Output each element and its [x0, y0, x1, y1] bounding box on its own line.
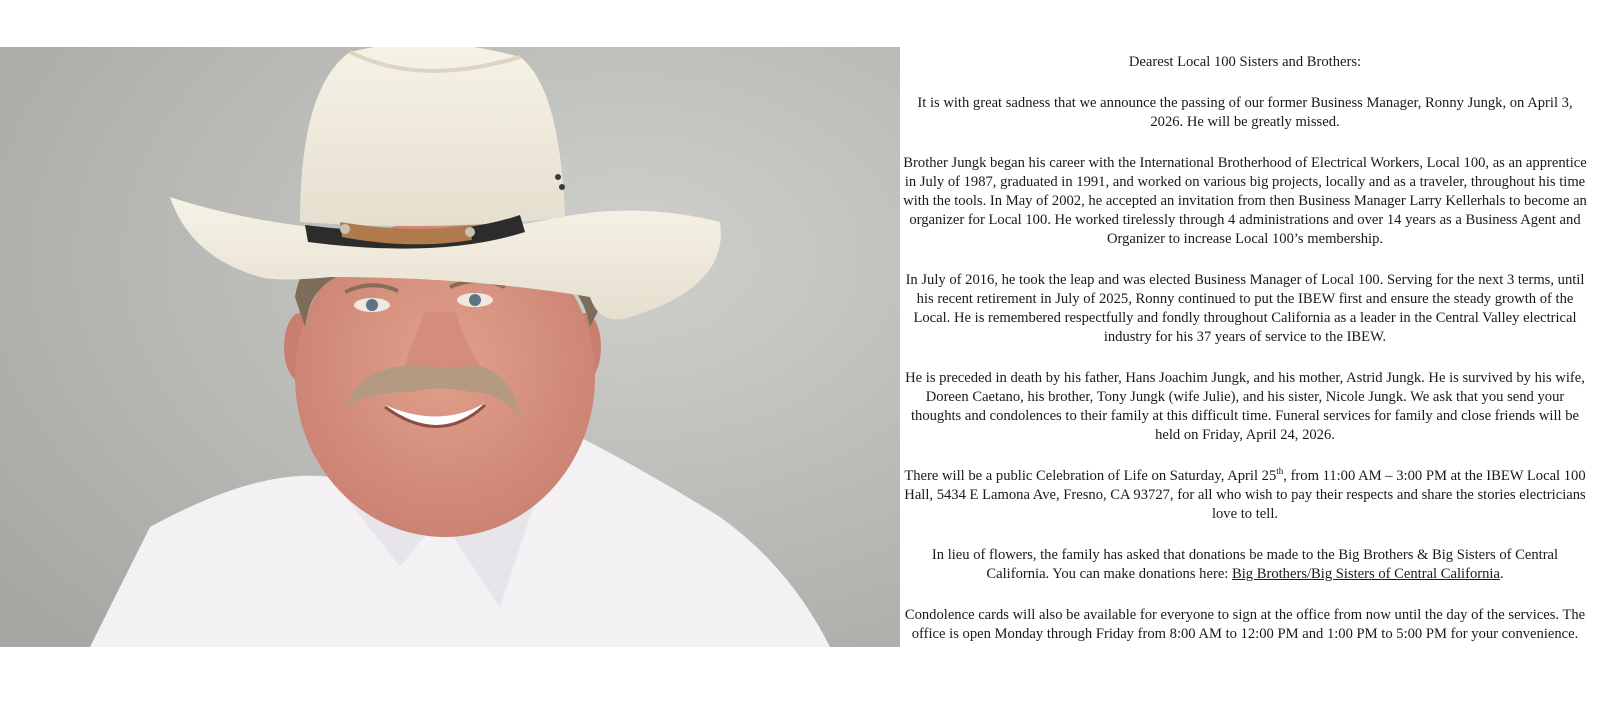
- paragraph-celebration-of-life: [902, 467, 1588, 524]
- donations-text-end: .: [1499, 566, 1504, 582]
- donations-text: In lieu of flowers, the family has asked that donations be made to the Big Brothers & Big Sisters of Central California. You can make donations here:: [931, 547, 1559, 582]
- portrait-photo: [0, 47, 900, 647]
- memorial-letter: [902, 53, 1588, 666]
- paragraph-career: Brother Jungk began his career with the International Brotherhood of Electrical Workers, Local 100, as an apprentice in July of 1987, graduated in 1991, and worked on various big projects, locally and as a traveler, throughout his time with the tools. In May of 2002, he accepted an invitation from then Business Manager Larry Kellerhals to become an organizer for Local 100. He worked tirelessly through 4 administrations and over 14 years as a Business Agent and Organizer to increase Local 100’s membership.: [903, 155, 1587, 247]
- letter-greeting: Dearest Local 100 Sisters and Brothers:: [1128, 54, 1362, 70]
- paragraph-announcement: It is with great sadness that we announce the passing of our former Business Manager, Ronny Jungk, on April 3, 2026. He will be greatly missed.: [917, 95, 1573, 130]
- celebration-text-end: , from 11:00 AM – 3:00 PM at the IBEW Local 100 Hall, 5434 E Lamona Ave, Fresno, CA 93727, for all who wish to pay their respects and share the stories electricians love to tell.: [904, 468, 1586, 522]
- donation-link[interactable]: Big Brothers/Big Sisters of Central California: [1232, 566, 1500, 582]
- paragraph-condolence-cards: Condolence cards will also be available for everyone to sign at the office from now until the day of the services. The office is open Monday through Friday from 8:00 AM to 12:00 PM and 1:00 PM to 5:00 PM for your convenience.: [904, 607, 1586, 642]
- paragraph-business-manager: In July of 2016, he took the leap and was elected Business Manager of Local 100. Serving for the next 3 terms, until his recent retirement in July of 2025, Ronny continued to put the IBEW first and ensure the steady growth of the Local. He is remembered respectfully and fondly throughout California as a leader in the Central Valley electrical industry for his 37 years of service to the IBEW.: [905, 272, 1585, 345]
- paragraph-family: He is preceded in death by his father, Hans Joachim Jungk, and his mother, Astrid Jungk. He is survived by his wife, Doreen Caetano, his brother, Tony Jungk (wife Julie), and his sister, Nicole Jungk. We ask that you send your thoughts and condolences to their family at this difficult time. Funeral services for family and close friends will be held on Friday, April 24, 2026.: [905, 370, 1585, 443]
- portrait-illustration: [0, 47, 900, 647]
- ordinal-suffix: th: [1276, 466, 1284, 477]
- paragraph-donations: [902, 546, 1588, 584]
- celebration-text-start: There will be a public Celebration of Life on Saturday, April 25: [904, 468, 1277, 484]
